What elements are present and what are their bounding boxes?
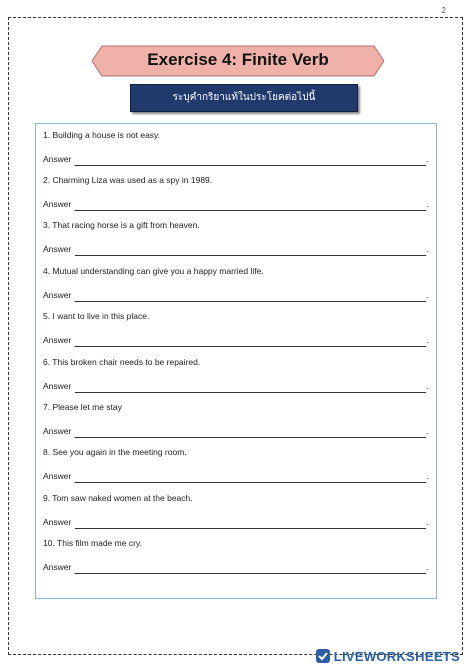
answer-row: Answer . bbox=[43, 290, 429, 300]
answer-label: Answer bbox=[43, 426, 72, 436]
brand-name: LIVEWORKSHEETS bbox=[333, 648, 460, 664]
instruction-box bbox=[130, 84, 358, 112]
answer-input-line[interactable] bbox=[75, 518, 425, 529]
page-number: 2 bbox=[441, 6, 446, 15]
answer-label: Answer bbox=[43, 244, 72, 254]
answer-label: Answer bbox=[43, 154, 72, 164]
question-item bbox=[43, 445, 429, 483]
answer-input-line[interactable] bbox=[75, 336, 425, 347]
answer-row: Answer . bbox=[43, 426, 429, 436]
answer-label: Answer bbox=[43, 562, 72, 572]
question-text: 4. Mutual understanding can give you a happy married life. bbox=[43, 266, 264, 276]
question-text: 8. See you again in the meeting room. bbox=[43, 447, 187, 457]
liveworksheets-logo-icon bbox=[315, 648, 331, 664]
question-item bbox=[43, 173, 429, 211]
answer-input-line[interactable] bbox=[75, 472, 425, 483]
answer-input-line[interactable] bbox=[75, 155, 425, 166]
question-item bbox=[43, 491, 429, 529]
answer-row: Answer . bbox=[43, 244, 429, 254]
question-text: 5. I want to live in this place. bbox=[43, 311, 150, 321]
question-item bbox=[43, 400, 429, 438]
answer-input-line[interactable] bbox=[75, 291, 425, 302]
answer-row: Answer . bbox=[43, 381, 429, 391]
question-item bbox=[43, 355, 429, 393]
question-text: 6. This broken chair needs to be repaired. bbox=[43, 357, 201, 367]
answer-row: Answer . bbox=[43, 335, 429, 345]
question-text: 3. That racing horse is a gift from heaven. bbox=[43, 220, 200, 230]
answer-input-line[interactable] bbox=[75, 245, 425, 256]
questions-box bbox=[35, 123, 437, 599]
page-title: Exercise 4: Finite Verb bbox=[147, 50, 329, 69]
answer-label: Answer bbox=[43, 290, 72, 300]
answer-row: Answer . bbox=[43, 199, 429, 209]
answer-input-line[interactable] bbox=[75, 563, 425, 574]
answer-row: Answer . bbox=[43, 154, 429, 164]
answer-label: Answer bbox=[43, 199, 72, 209]
title-banner bbox=[92, 42, 384, 80]
answer-label: Answer bbox=[43, 517, 72, 527]
question-item bbox=[43, 218, 429, 256]
instruction-text: ระบุคำกริยาแท้ในประโยคต่อไปนี้ bbox=[172, 92, 316, 103]
question-text: 2. Charming Liza was used as a spy in 1989. bbox=[43, 175, 213, 185]
answer-row: Answer . bbox=[43, 471, 429, 481]
question-text: 7. Please let me stay bbox=[43, 402, 122, 412]
question-item bbox=[43, 264, 429, 302]
question-text: 1. Building a house is not easy. bbox=[43, 130, 161, 140]
question-item bbox=[43, 536, 429, 574]
question-item bbox=[43, 128, 429, 166]
question-item bbox=[43, 309, 429, 347]
footer-logo[interactable] bbox=[315, 647, 460, 665]
answer-label: Answer bbox=[43, 335, 72, 345]
answer-label: Answer bbox=[43, 471, 72, 481]
question-text: 10. This film made me cry. bbox=[43, 538, 142, 548]
answer-input-line[interactable] bbox=[75, 382, 425, 393]
answer-label: Answer bbox=[43, 381, 72, 391]
question-text: 9. Tom saw naked women at the beach. bbox=[43, 493, 193, 503]
answer-input-line[interactable] bbox=[75, 427, 425, 438]
answer-input-line[interactable] bbox=[75, 200, 425, 211]
answer-row: Answer . bbox=[43, 562, 429, 572]
answer-row: Answer . bbox=[43, 517, 429, 527]
